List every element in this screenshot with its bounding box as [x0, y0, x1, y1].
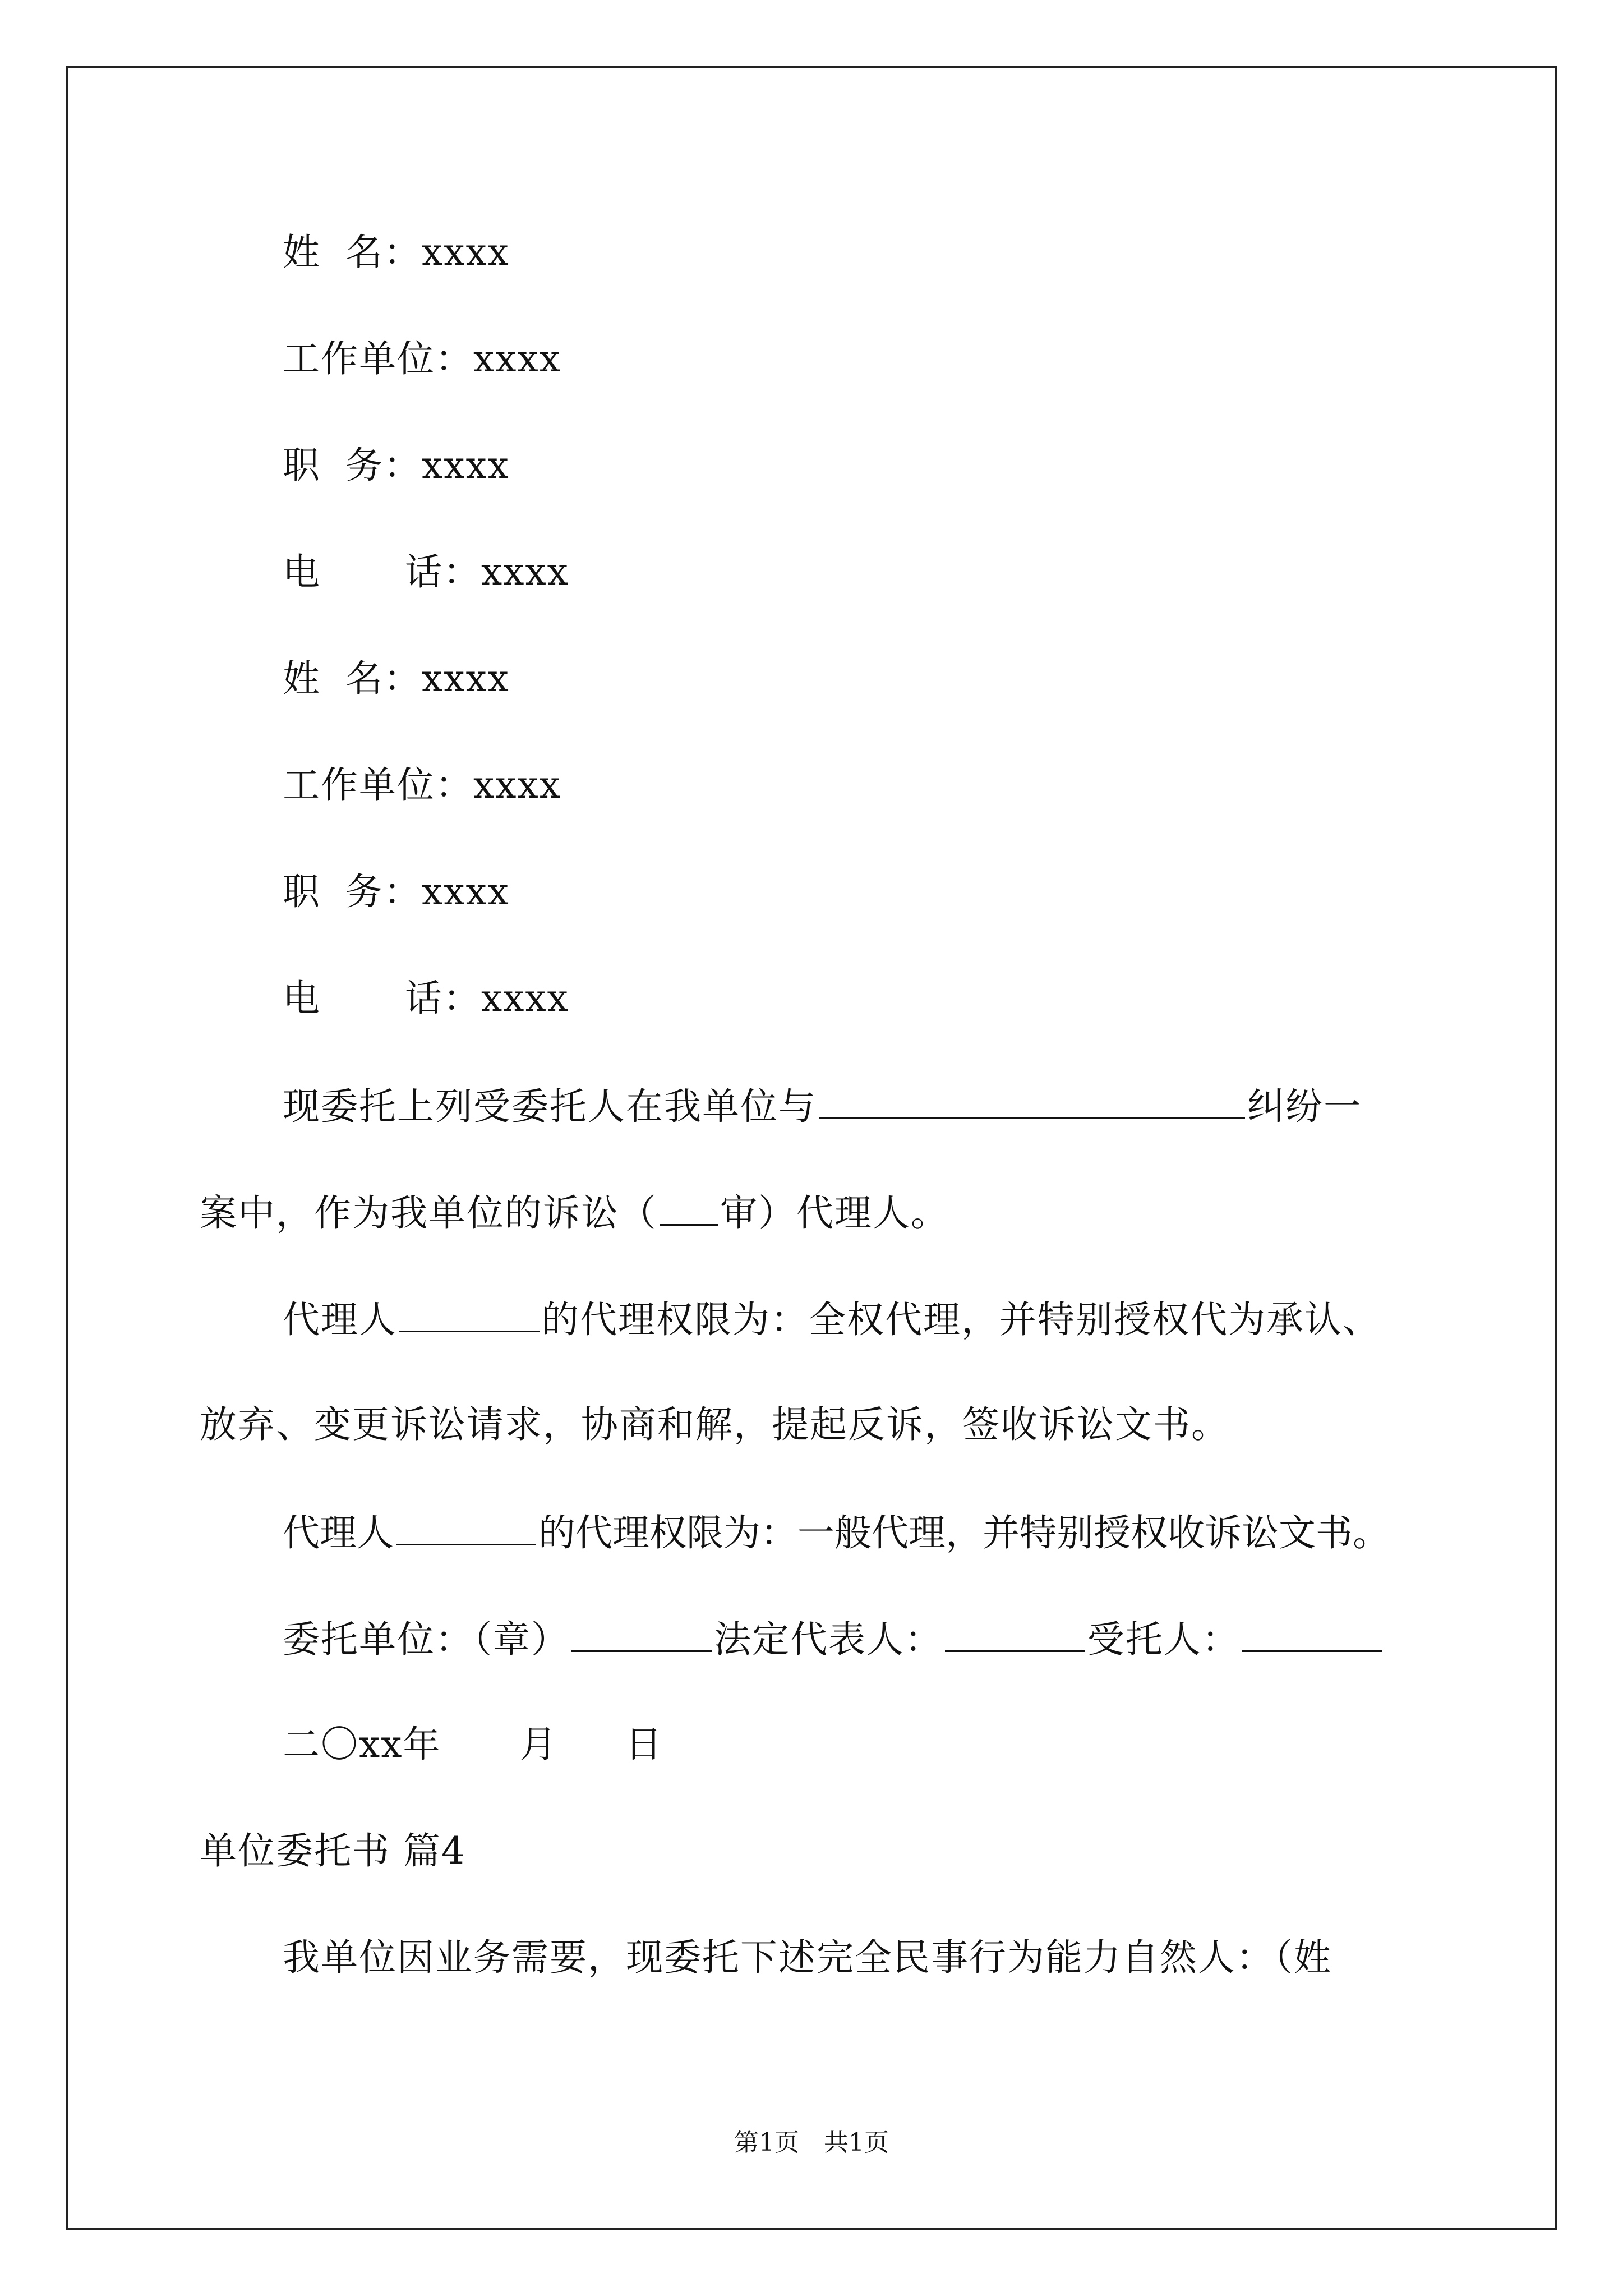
date-day: 日 [625, 1723, 663, 1766]
signature-line [283, 1616, 1385, 1662]
contact-b-work-line [283, 763, 561, 808]
trial-level-blank [660, 1189, 718, 1226]
full-authority-line-2 [200, 1402, 1229, 1447]
name-label-char-2: 名： [345, 231, 422, 274]
authority-text: 放弃、变更诉讼请求，协商和解，提起反诉，签收诉讼文书。 [200, 1403, 1229, 1446]
paragraph-text: 我单位因业务需要，现委托下述完全民事行为能力自然人：（姓 [283, 1936, 1332, 1979]
legal-rep-label: 法定代表人： [714, 1618, 943, 1661]
general-authority-line [283, 1509, 1390, 1556]
contact-b-title-line [283, 869, 510, 914]
phone-value: xxxx [481, 977, 569, 1020]
title-label-char-2: 务： [345, 444, 422, 487]
title-value: xxxx [422, 444, 510, 487]
title-label-char-1: 职 [283, 870, 321, 913]
unit-seal-blank [571, 1616, 712, 1652]
contact-a-title-line [283, 443, 510, 488]
dispute-party-blank [819, 1083, 1245, 1119]
work-label: 工作单位： [283, 763, 473, 807]
page-border [66, 66, 1557, 2230]
contact-a-work-line [283, 337, 561, 381]
agent-blank [1242, 1616, 1382, 1652]
entrusting-unit-label: 委托单位：（章） [283, 1618, 569, 1661]
phone-label-char-2: 话： [405, 550, 481, 593]
entrust-text: 案中，作为我单位的诉讼（ [200, 1191, 657, 1235]
work-value: xxxx [473, 763, 561, 807]
agent-name-blank [399, 1296, 540, 1332]
authority-text: 的代理权限为：一般代理，并特别授权收诉讼文书。 [538, 1511, 1390, 1554]
name-value: xxxx [422, 657, 510, 700]
contact-b-name-line [283, 656, 510, 701]
title-label-char-1: 职 [283, 444, 321, 487]
phone-value: xxxx [481, 550, 569, 593]
date-month: 月 [519, 1723, 558, 1766]
page-number: 第1页 共1页 [734, 2128, 889, 2157]
entrust-text-end: 审）代理人。 [720, 1191, 949, 1235]
name-label-char-1: 姓 [283, 231, 321, 274]
legal-rep-blank [945, 1616, 1085, 1652]
name-value: xxxx [422, 231, 510, 274]
agent-label: 代理人 [283, 1298, 397, 1341]
phone-label-char-1: 电 [283, 550, 321, 593]
name-label-char-1: 姓 [283, 657, 321, 700]
entrust-text-end: 纠纷一 [1247, 1085, 1362, 1128]
date-line [283, 1722, 663, 1767]
section-heading [200, 1829, 466, 1874]
entrust-text: 现委托上列受委托人在我单位与 [283, 1085, 817, 1128]
name-label-char-2: 名： [345, 657, 422, 700]
contact-a-name-line [283, 230, 510, 275]
phone-label-char-1: 电 [283, 977, 321, 1020]
title-label-char-2: 务： [345, 870, 422, 913]
next-paragraph-line [283, 1935, 1332, 1980]
work-value: xxxx [473, 337, 561, 380]
authority-text: 的代理权限为：全权代理，并特别授权代为承认、 [542, 1298, 1381, 1341]
agent-label: 受托人： [1087, 1618, 1240, 1661]
contact-a-phone-line [283, 550, 569, 595]
work-label: 工作单位： [283, 337, 473, 380]
entrust-paragraph-line-1 [283, 1083, 1362, 1129]
full-authority-line-1 [283, 1296, 1381, 1342]
page-footer [0, 2127, 1623, 2159]
phone-label-char-2: 话： [405, 977, 481, 1020]
date-year: 二〇xx年 [283, 1723, 441, 1766]
section-heading-text: 单位委托书 篇4 [200, 1829, 466, 1872]
agent-name-blank [396, 1509, 536, 1545]
agent-label: 代理人 [283, 1511, 394, 1554]
entrust-paragraph-line-2 [200, 1189, 949, 1236]
contact-b-phone-line [283, 976, 569, 1021]
title-value: xxxx [422, 870, 510, 913]
